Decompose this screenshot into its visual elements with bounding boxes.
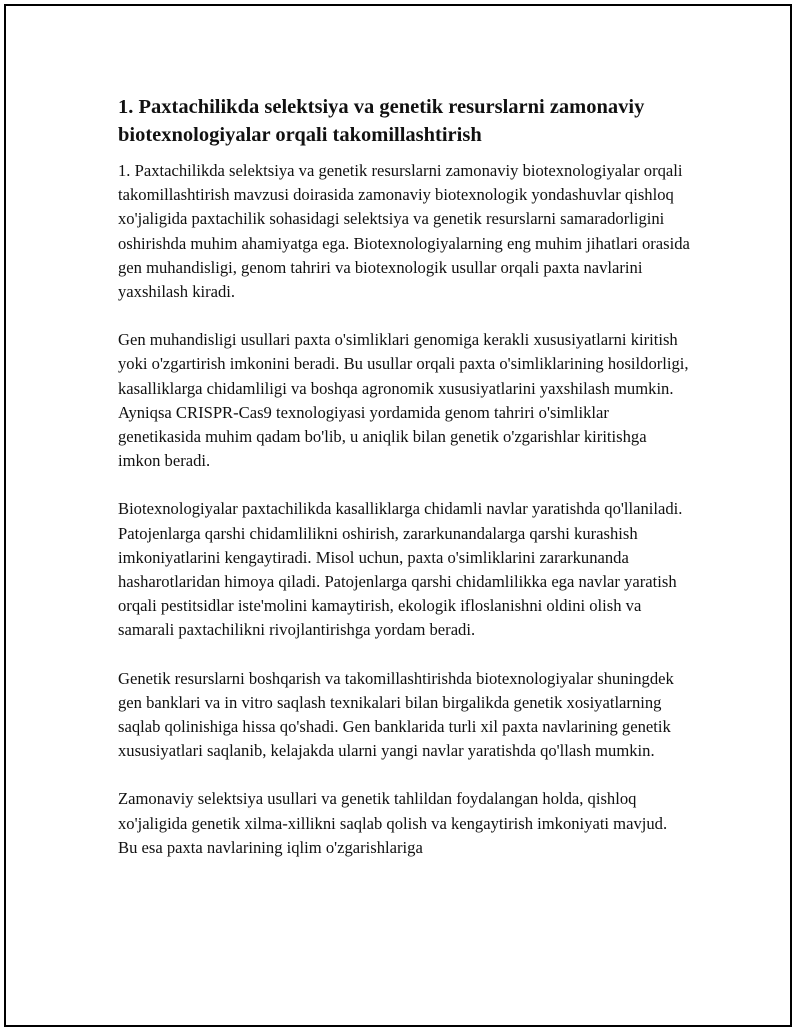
paragraph-2: Gen muhandisligi usullari paxta o'simliklari genomiga kerakli xususiyatlarni kiritish yoki o'zgartirish imkonini beradi. Bu usullar orqali paxta o'simliklarining hosildorligi, kasalliklarga chidamliligi va boshqa agronomik xususiyatlarini yaxshilash mumkin. Ayniqsa CRISPR-Cas9 texnologiyasi yordamida genom tahriri o'simliklar genetikasida muhim qadam bo'lib, u aniqlik bilan genetik o'zgarishlar kiritishga imkon beradi. [118, 330, 689, 471]
paragraph-4: Genetik resurslarni boshqarish va takomillashtirishda biotexnologiyalar shuningdek gen banklari va in vitro saqlash texnikalari bilan birgalikda genetik xosiyatlarning saqlab qolinishiga hissa qo'shadi. Gen banklarida turli xil paxta navlarining genetik xususiyatlari saqlanib, kelajakda ularni yangi navlar yaratishda qo'llash mumkin. [118, 668, 674, 761]
paragraph-5: Zamonaviy selektsiya usullari va genetik tahlildan foydalangan holda, qishloq xo'jaligida genetik xilma-xillikni saqlab qolish va kengaytirish imkoniyati mavjud. Bu esa paxta navlarining iqlim o'zgarishlariga [118, 789, 668, 857]
paragraph-1: 1. Paxtachilikda selektsiya va genetik resurslarni zamonaviy biotexnologiyalar orqali takomillashtirish mavzusi doirasida zamonaviy biotexnologik yondashuvlar qishloq xo'jaligida paxtachilik sohasidagi selektsiya va genetik resurslarni samaradorligini oshirishda muhim ahamiyatga ega. Biotexnologiyalarning eng muhim jihatlari orasida gen muhandisligi, genom tahriri va biotexnologik usullar orqali paxta navlarini yaxshilash kiradi. [118, 161, 690, 302]
document-title: 1. Paxtachilikda selektsiya va genetik resurslarni zamonaviy biotexnologiyalar orqali takomillashtirish [118, 96, 645, 146]
paragraph-3: Biotexnologiyalar paxtachilikda kasalliklarga chidamli navlar yaratishda qo'llaniladi. Patojenlarga qarshi chidamlilikni oshirish, zararkunandalarga qarshi kurashish imkoniyatlarini kengaytiradi. Misol uchun, paxta o'simliklarini zararkunanda hasharotlaridan himoya qiladi. Patojenlarga qarshi chidamlilikka ega navlar yaratish orqali pestitsidlar iste'molini kamaytirish, ekologik ifloslanishni oldini olish va samarali paxtachilikni rivojlantirishga yordam beradi. [118, 499, 683, 640]
document-body [118, 93, 690, 884]
